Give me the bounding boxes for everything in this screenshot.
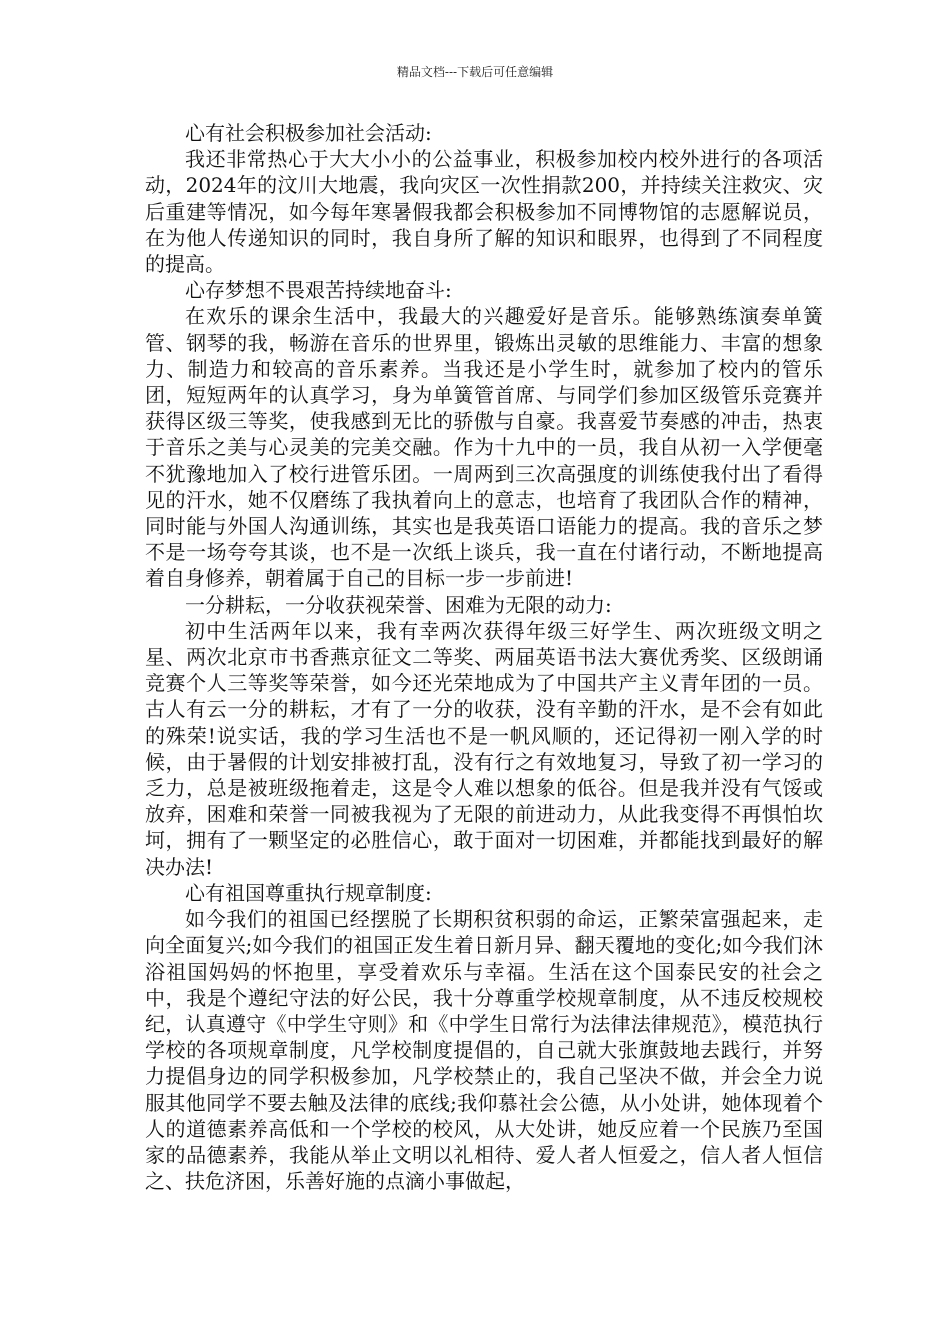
document-body [145, 120, 823, 1194]
section-heading-effort: 一分耕耘，一分收获视荣誉、困难为无限的动力: [185, 592, 612, 617]
paragraph-country: 如今我们的祖国已经摆脱了长期积贫积弱的命运，正繁荣富强起来，走向全面复兴;如今我们的祖国正发生着日新月异、翻天覆地的变化;如今我们沐浴祖国妈妈的怀抱里，享受着欢乐与幸福。生活在这个国泰民安的社会之中，我是个遵纪守法的好公民，我十分尊重学校规章制度，从不违反校规校纪，认真遵守《中学生守则》和《中学生日常行为法律法律规范》，模范执行学校的各项规章制度，凡学校制度提倡的，自己就大张旗鼓地去践行，并努力提倡身边的同学积极参加，凡学校禁止的，我自己坚决不做，并会全力说服其他同学不要去触及法律的底线;我仰慕社会公德，从小处讲，她体现着个人的道德素养高低和一个学校的校风，从大处讲，她反应着一个民族乃至国家的品德素养，我能从举止文明以礼相待、爱人者人恒爱之，信人者人恒信之、扶危济困，乐善好施的点滴小事做起， [145, 907, 823, 1194]
paragraph-social: 我还非常热心于大大小小的公益事业，积极参加校内校外进行的各项活动，2024年的汶川大地震，我向灾区一次性捐款200，并持续关注救灾、灾后重建等情况，如今每年寒暑假我都会积极参加不同博物馆的志愿解说员，在为他人传递知识的同时，我自身所了解的知识和眼界，也得到了不同程度的提高。 [145, 147, 823, 277]
section-heading-country: 心有祖国尊重执行规章制度: [185, 880, 432, 905]
paragraph-dream: 在欢乐的课余生活中，我最大的兴趣爱好是音乐。能够熟练演奏单簧管、钢琴的我，畅游在音乐的世界里，锻炼出灵敏的思维能力、丰富的想象力、制造力和较高的音乐素养。当我还是小学生时，就参加了校内的管乐团，短短两年的认真学习，身为单簧管首席、与同学们参加区级管乐竞赛并获得区级三等奖，使我感到无比的骄傲与自豪。我喜爱节奏感的冲击，热衷于音乐之美与心灵美的完美交融。作为十九中的一员，我自从初一入学便毫不犹豫地加入了校行进管乐团。一周两到三次高强度的训练使我付出了看得见的汗水，她不仅磨练了我执着向上的意志，也培育了我团队合作的精神，同时能与外国人沟通训练，其实也是我英语口语能力的提高。我的音乐之梦不是一场夸夸其谈，也不是一次纸上谈兵，我一直在付诸行动，不断地提高着自身修养，朝着属于自己的目标一步一步前进! [145, 304, 823, 591]
page-header: 精品文档---下载后可任意编辑 [396, 65, 554, 79]
paragraph-effort: 初中生活两年以来，我有幸两次获得年级三好学生、两次班级文明之星、两次北京市书香燕京征文二等奖、两届英语书法大赛优秀奖、区级朗诵竞赛个人三等奖等荣誉，如今还光荣地成为了中国共产主义青年团的一员。古人有云一分的耕耘，才有了一分的收获，没有辛勤的汗水，是不会有如此的殊荣!说实话，我的学习生活也不是一帆风顺的，还记得初一刚入学的时候，由于暑假的计划安排被打乱，没有行之有效地复习，导致了初一学习的乏力，总是被班级拖着走，这是令人难以想象的低谷。但是我并没有气馁或放弃，困难和荣誉一同被我视为了无限的前进动力，从此我变得不再惧怕坎坷，拥有了一颗坚定的必胜信心，敢于面对一切困难，并都能找到最好的解决办法! [145, 618, 823, 879]
section-heading-social: 心有社会积极参加社会活动: [185, 121, 432, 145]
section-heading-dream: 心存梦想不畏艰苦持续地奋斗: [185, 278, 452, 303]
